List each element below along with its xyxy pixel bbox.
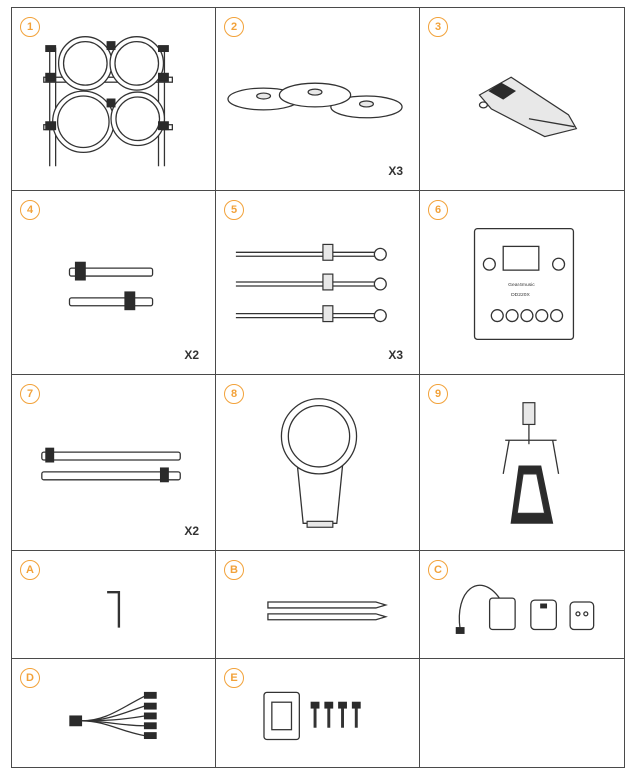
part-cell-4 [11, 190, 216, 375]
part-cell-3 [419, 7, 625, 191]
part-cell-8 [215, 374, 420, 551]
drum-key-illustration [12, 551, 215, 658]
plug-adapter-icon [531, 600, 594, 629]
kick-pad-illustration [216, 375, 419, 550]
part-cell-E [215, 658, 420, 768]
part-badge: 2 [224, 17, 244, 37]
module-bracket-illustration [216, 659, 419, 767]
support-bar-icon [42, 448, 180, 482]
quantity-label: X2 [184, 348, 199, 362]
part-cell-D [11, 658, 216, 768]
screw-icon [311, 702, 360, 728]
kick-pedal-illustration [420, 375, 624, 550]
part-cell-5 [215, 190, 420, 375]
quantity-label: X3 [388, 164, 403, 178]
parts-grid [11, 7, 625, 768]
module-model-text: DD220X [511, 292, 530, 298]
hihat-pedal-illustration [420, 8, 624, 190]
rack-arm-icon [69, 262, 152, 309]
kick-pedal-icon [503, 403, 558, 524]
module-logo-text: Gear4music [508, 282, 535, 288]
cymbal-arm-icon [236, 244, 386, 321]
part-cell-C [419, 550, 625, 659]
cable-harness-icon [70, 692, 156, 738]
part-badge: E [224, 668, 244, 688]
drum-pad-icon [53, 37, 165, 153]
drum-module-illustration [420, 191, 624, 374]
drumsticks-illustration [216, 551, 419, 658]
part-badge: B [224, 560, 244, 580]
cymbals-illustration [216, 8, 419, 190]
part-badge: 9 [428, 384, 448, 404]
part-badge: 6 [428, 200, 448, 220]
part-badge: 3 [428, 17, 448, 37]
part-badge: A [20, 560, 40, 580]
part-cell-7 [11, 374, 216, 551]
part-badge: 1 [20, 17, 40, 37]
part-badge: D [20, 668, 40, 688]
hihat-pedal-icon [479, 77, 576, 136]
quantity-label: X2 [184, 524, 199, 538]
part-badge: 5 [224, 200, 244, 220]
empty-cell [419, 658, 625, 768]
hex-key-icon [107, 592, 119, 627]
part-badge: 7 [20, 384, 40, 404]
power-adapter-illustration [420, 551, 624, 658]
part-badge: 8 [224, 384, 244, 404]
power-adapter-icon [456, 585, 515, 633]
part-cell-6 [419, 190, 625, 375]
drum-module-icon [475, 229, 574, 340]
part-cell-2 [215, 7, 420, 191]
cable-harness-illustration [12, 659, 215, 767]
cymbal-arms-illustration [216, 191, 419, 374]
part-badge: C [428, 560, 448, 580]
quantity-label: X3 [388, 348, 403, 362]
drum-rack-illustration [12, 8, 215, 190]
rack-arms-illustration [12, 191, 215, 374]
part-badge: 4 [20, 200, 40, 220]
mounting-bracket-icon [264, 692, 299, 739]
cymbal-icon [228, 83, 402, 118]
part-cell-9 [419, 374, 625, 551]
kick-pad-icon [281, 399, 356, 528]
drumstick-icon [268, 602, 386, 620]
part-cell-1 [11, 7, 216, 191]
part-cell-B [215, 550, 420, 659]
part-cell-A [11, 550, 216, 659]
